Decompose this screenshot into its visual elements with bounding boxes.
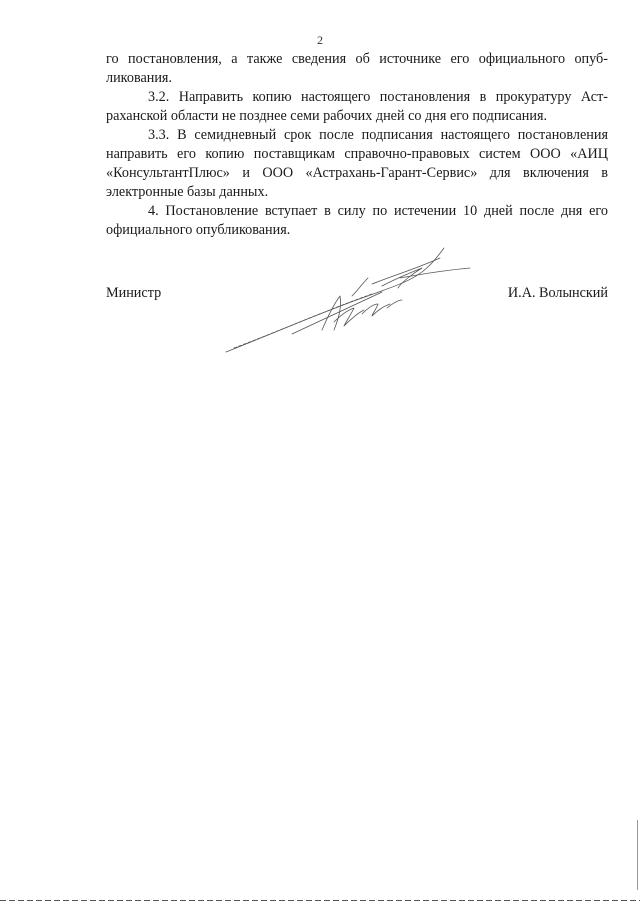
signatory-title: Министр	[106, 285, 162, 301]
clause-3-3-line-3: «КонсультантПлюс» и ООО «Астрахань-Гарант-Сервис» для включения в	[106, 165, 608, 181]
body-line-1: го постановления, а также сведения об источнике его официального опуб-	[106, 51, 608, 67]
clause-4-line-2: официального опубликования.	[106, 222, 291, 238]
clause-3-3-line-4: электронные базы данных.	[106, 184, 269, 200]
page-number: 2	[317, 33, 323, 47]
clause-3-2-line-2: раханской области не позднее семи рабочих дней со дня его подписания.	[106, 108, 548, 124]
clause-3-2-line-1: 3.2. Направить копию настоящего постановления в прокуратуру Аст-	[148, 89, 608, 105]
scan-edge-mark	[637, 820, 638, 890]
document-body	[106, 50, 608, 240]
clause-3-3-line-2: направить его копию поставщикам справочно-правовых систем ООО «АИЦ	[106, 146, 608, 162]
body-line-2: ликования.	[106, 70, 173, 86]
scan-edge-line	[0, 900, 640, 901]
handwritten-signature	[222, 238, 472, 358]
signatory-name: И.А. Волынский	[507, 285, 608, 301]
clause-3-3-line-1: 3.3. В семидневный срок после подписания настоящего постановления	[148, 127, 608, 143]
clause-4-line-1: 4. Постановление вступает в силу по истечении 10 дней после дня его	[148, 203, 608, 219]
